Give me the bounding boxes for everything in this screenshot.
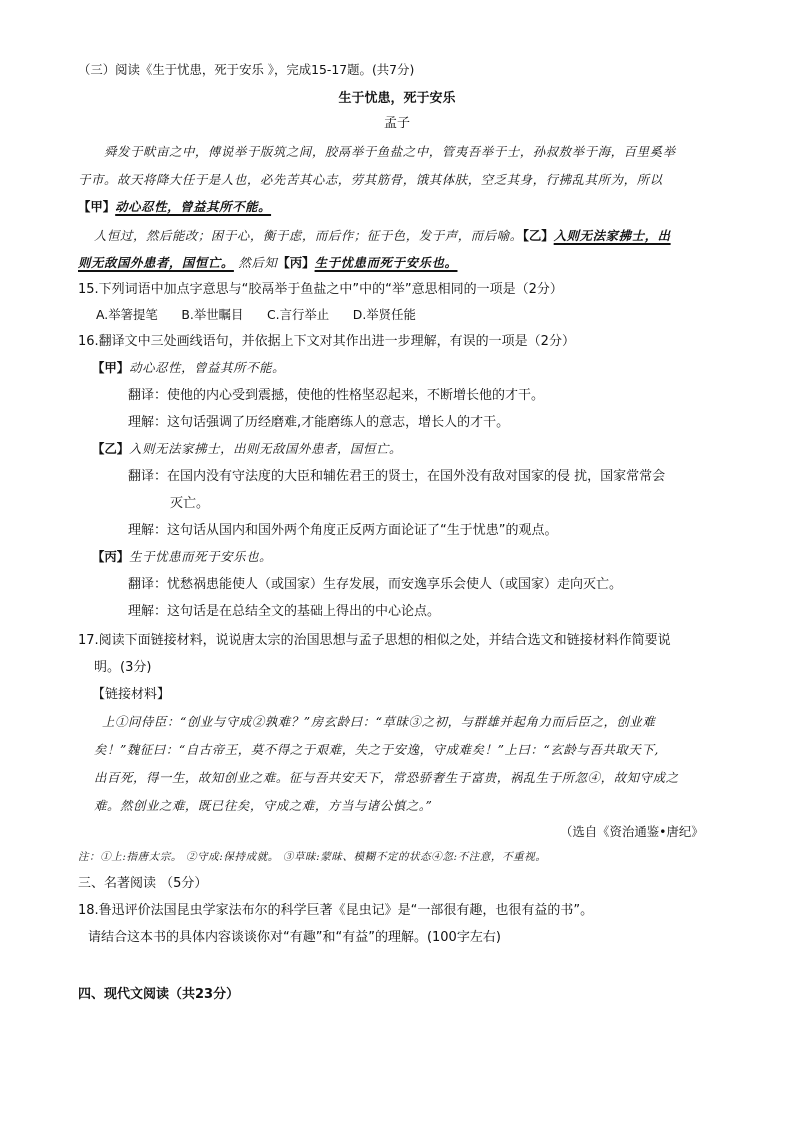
- question-16-stem: 16.翻译文中三处画线语句，并依据上下文对其作出进一步理解，有误的一项是（2分）: [78, 334, 575, 349]
- quoted-sentence: 动心忍性，曾益其所不能。: [129, 360, 286, 375]
- q16-item-yi: [92, 443, 402, 455]
- translation-text: 翻译：在国内没有守法度的大臣和辅佐君王的贤士，在国外没有敌对国家的侵 扰，国家常常会: [128, 469, 666, 484]
- material-source: （选自《资治通鉴•唐纪》: [560, 824, 704, 839]
- underlined-sentence-yi-cont: 则无敌国外患者，国恒亡。: [78, 255, 234, 270]
- passage-line: [78, 257, 457, 269]
- passage-text: 人恒过，然后能改；困于心，衡于虑，而后作；征于色，发于声，而后喻。: [94, 228, 523, 243]
- understanding-text: 理解：这句话强调了历经磨难,才能磨练人的意志，增长人的才干。: [128, 415, 510, 430]
- material-line: 出百死，得一生，故知创业之难。征与吾共安天下，常恐骄奢生于富贵，祸乱生于所忽④，故知守成之: [94, 770, 679, 785]
- underlined-sentence-bing: 生于忧患而死于安乐也。: [314, 255, 458, 270]
- question-15-options: A.举箸提笔 B.举世瞩目 C.言行举止 D.举贤任能: [96, 307, 416, 322]
- underlined-sentence-yi: 入则无法家拂士，出: [553, 228, 671, 243]
- understanding-text: 理解：这句话从国内和国外两个角度正反两方面论证了“生于忧患”的观点。: [128, 523, 558, 538]
- quoted-sentence: 入则无法家拂士，出则无敌国外患者，国恒亡。: [129, 441, 402, 456]
- passage-title: 生于忧患，死于安乐: [338, 91, 456, 106]
- marker-jia: 【甲】: [78, 199, 116, 214]
- question-18-stem: 18.鲁迅评价法国昆虫学家法布尔的科学巨著《昆虫记》是“一部很有趣，也很有益的书”。: [78, 903, 594, 918]
- translation-text: 翻译：忧愁祸患能使人（或国家）生存发展，而安逸享乐会使人（或国家）走向灭亡。: [128, 577, 623, 592]
- translation-text: 灭亡。: [170, 496, 210, 511]
- material-line: 难。然创业之难，既已往矣，守成之难，方当与诸公慎之。”: [94, 798, 433, 813]
- passage-line: [78, 201, 271, 213]
- marker-yi: 【乙】: [522, 228, 554, 243]
- marker-bing: 【丙】: [92, 549, 130, 564]
- section-intro: （三）阅读《生于忧患，死于安乐 》，完成15-17题。(共7分): [78, 62, 415, 77]
- translation-text: 翻译：使他的内心受到震撼，使他的性格坚忍起来，不断增长他的才干。: [128, 388, 545, 403]
- underlined-sentence-jia: 动心忍性，曾益其所不能。: [115, 199, 272, 214]
- passage-text: 然后知: [233, 255, 278, 270]
- section-heading: 三、名著阅读 （5分）: [78, 876, 208, 891]
- footnotes: 注：①上:指唐太宗。 ②守成:保持成就。 ③草昧:蒙昧、模糊不定的状态④忽:不注意，不重视。: [78, 851, 547, 863]
- material-line: 矣！”魏征曰：“自古帝王，莫不得之于艰难，失之于安逸，守成难矣！”上曰：“玄龄与吾共取天下,: [94, 742, 659, 757]
- passage-line: 舜发于畎亩之中，傅说举于版筑之间，胶鬲举于鱼盐之中，管夷吾举于士，孙叔敖举于海，百里奚举: [104, 144, 676, 159]
- passage-line: 于市。故天将降大任于是人也，必先苦其心志，劳其筋骨，饿其体肤，空乏其身，行拂乱其所为，所以: [78, 172, 663, 187]
- question-17-stem: 明。(3分): [94, 660, 152, 675]
- passage-line: [94, 230, 671, 242]
- understanding-text: 理解：这句话是在总结全文的基础上得出的中心论点。: [128, 604, 441, 619]
- marker-bing: 【丙】: [277, 255, 315, 270]
- material-line: 上①问侍臣：“创业与守成②孰难？”房玄龄曰：“草昧③之初，与群雄并起角力而后臣之，创业难: [102, 714, 656, 729]
- quoted-sentence: 生于忧患而死于安乐也。: [129, 549, 273, 564]
- material-label: 【链接材料】: [92, 687, 171, 702]
- question-15-stem: 15.下列词语中加点字意思与“胶鬲举于鱼盐之中”中的“举”意思相同的一项是（2分）: [78, 282, 563, 297]
- passage-author: 孟子: [383, 116, 410, 131]
- marker-jia: 【甲】: [92, 360, 130, 375]
- marker-yi: 【乙】: [92, 441, 130, 456]
- q16-item-jia: [92, 362, 285, 374]
- question-18-stem: 请结合这本书的具体内容谈谈你对“有趣”和“有益”的理解。(100字左右): [88, 930, 501, 945]
- q16-item-bing: [92, 551, 272, 563]
- section-heading: 四、现代文阅读（共23分）: [78, 987, 240, 1002]
- question-17-stem: 17.阅读下面链接材料，说说唐太宗的治国思想与孟子思想的相似之处，并结合选文和链接材料作简要说: [78, 633, 671, 648]
